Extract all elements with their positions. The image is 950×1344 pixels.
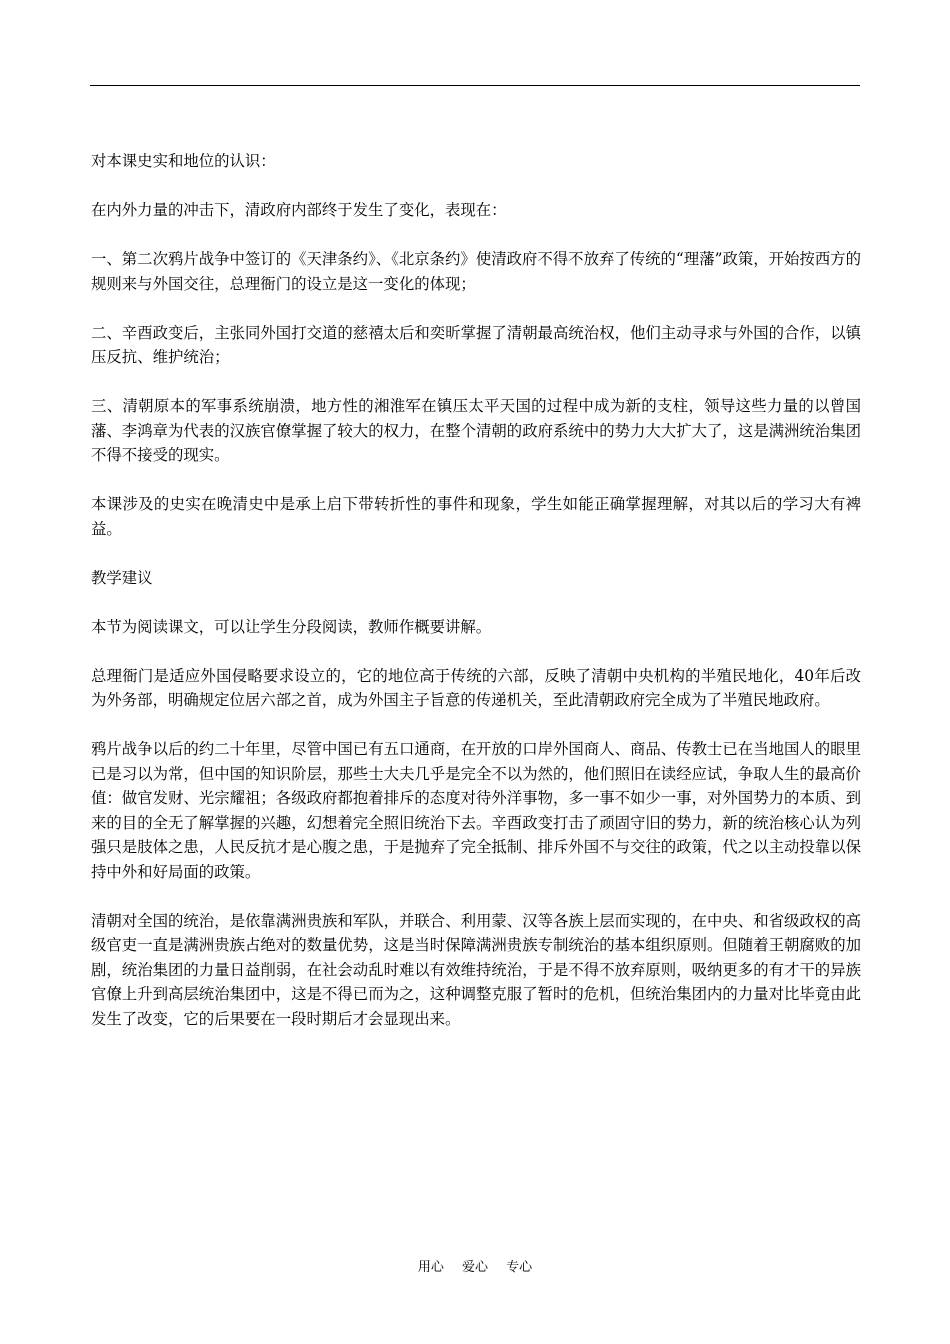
paragraph-zongli-yamen: 总理衙门是适应外国侵略要求设立的，它的地位高于传统的六部，反映了清朝中央机构的半殖民地化，40年后改为外务部，明确规定位居六部之首，成为外国主子旨意的传递机关，至此清朝政府完全成为了半殖民地政府。: [91, 666, 861, 709]
header-rule: [90, 85, 860, 86]
paragraph-summary: 本课涉及的史实在晚清史中是承上启下带转折性的事件和现象，学生如能正确掌握理解，对其以后的学习大有裨益。: [91, 495, 861, 538]
paragraph-heading-recognition: 对本课史实和地位的认识：: [91, 152, 276, 170]
paragraph-point-one: 一、第二次鸦片战争中签订的《天津条约》、《北京条约》使清政府不得不放弃了传统的“理藩”政策，开始按西方的规则来与外国交往，总理衙门的设立是这一变化的体现；: [91, 250, 861, 293]
paragraph-qing-rule: 清朝对全国的统治，是依靠满洲贵族和军队，并联合、利用蒙、汉等各族上层而实现的，在中央、和省级政权的高级官吏一直是满洲贵族占绝对的数量优势，这是当时保障满洲贵族专制统治的基本组织原则。但随着王朝腐败的加剧，统治集团的力量日益削弱，在社会动乱时难以有效维持统治，于是不得不放弃原则，吸纳更多的有才干的异族官僚上升到高层统治集团中，这是不得已而为之，这种调整克服了暂时的危机，但统治集团内的力量对比毕竟由此发生了改变，它的后果要在一段时期后才会显现出来。: [91, 911, 861, 1028]
paragraph-heading-teaching: 教学建议: [91, 568, 153, 587]
paragraph-point-two: 二、辛酉政变后，主张同外国打交道的慈禧太后和奕昕掌握了清朝最高统治权，他们主动寻求与外国的合作，以镇压反抗、维护统治；: [91, 323, 861, 366]
footer-item: 专心: [506, 1260, 533, 1275]
paragraph-intro: 在内外力量的冲击下，清政府内部终于发生了变化，表现在：: [91, 201, 507, 219]
page-footer: [0, 1259, 950, 1277]
paragraph-teaching-method: 本节为阅读课文，可以让学生分段阅读，教师作概要讲解。: [91, 617, 492, 636]
paragraph-opium-war-aftermath: 鸦片战争以后的约二十年里，尽管中国已有五口通商，在开放的口岸外国商人、商品、传教士已在当地国人的眼里已是习以为常，但中国的知识阶层，那些士大夫几乎是完全不以为然的，他们照旧在读经应试，争取人生的最高价值：做官发财、光宗耀祖；各级政府都抱着排斥的态度对待外洋事物，多一事不如少一事，对外国势力的本质、到来的目的全无了解掌握的兴趣，幻想着完全照旧统治下去。辛酉政变打击了顽固守旧的势力，新的统治核心认为列强只是肢体之患，人民反抗才是心腹之患，于是抛弃了完全抵制、排斥外国不与交往的政策，代之以主动投靠以保持中外和好局面的政策。: [91, 740, 861, 881]
paragraph-point-three: 三、清朝原本的军事系统崩溃，地方性的湘淮军在镇压太平天国的过程中成为新的支柱，领导这些力量的以曾国藩、李鸿章为代表的汉族官僚掌握了较大的权力，在整个清朝的政府系统中的势力大大扩大了，这是满洲统治集团不得不接受的现实。: [91, 397, 861, 464]
document-body: [91, 149, 861, 1056]
footer-item: 用心: [417, 1260, 444, 1275]
footer-item: 爱心: [461, 1260, 488, 1275]
